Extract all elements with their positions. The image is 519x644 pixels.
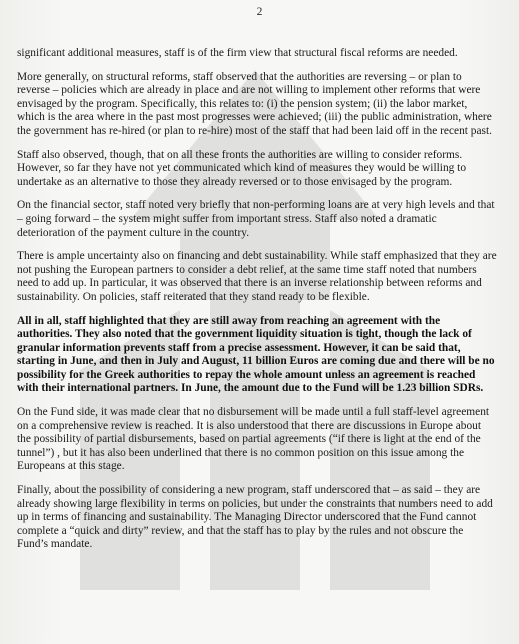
page-number: 2	[256, 6, 263, 18]
paragraph-new-program: Finally, about the possibility of considering a new program, staff underscored that – as said – they are already showing large flexibility in terms on policies, but under the constraints that numbers need to add up in terms of financing and sustainability. The Managing Director underscored that the Fund cannot complete a “quick and dirty” review, and that the staff has to play by the rules and not obscure the Fund’s mandate.	[17, 484, 493, 551]
paragraph-structural-reforms: More generally, on structural reforms, staff observed that the authorities are reversing – or plan to reverse – policies which are already in place and are not willing to implement other reforms that were envisaged by the program. Specifically, this relates to: (i) the pension system; (ii) the labor market, which is the area where in the past most progresses were achieved; (iii) the public administration, where the government has re-hired (or plan to re-hire) most of the staff that had been laid off in the recent past.	[17, 70, 492, 137]
paragraph-financial-sector: On the financial sector, staff noted very briefly that non-performing loans are at very high levels and that – going forward – the system might suffer from important stress. Staff also noted a dramatic deterioration of the payment culture in the country.	[17, 199, 495, 239]
paragraph-debt-sustainability: There is ample uncertainty also on financing and debt sustainability. While staff emphasized that they are not pushing the European partners to consider a debt relief, at the same time staff noted that numbers need to add up. In particular, it was observed that there is an inverse relationship between reforms and sustainability. On policies, staff reiterated that they stand ready to be flexible.	[17, 250, 497, 303]
paragraph-willingness-to-reform: Staff also observed, though, that on all these fronts the authorities are willing to consider reforms. However, so far they have not yet communicated which kind of measures they would be willing to undertake as an alternative to those they already reversed or to those envisaged by the program.	[17, 148, 467, 188]
document-body	[17, 47, 497, 562]
paragraph-fund-side: On the Fund side, it was made clear that no disbursement will be made until a full staff-level agreement on a comprehensive review is reached. It is also understood that there are discussions in Europe about the possibility of partial disbursements, based on partial agreements (“if there is light at the end of the tunnel”) , but it has also been underlined that there is no common position on this issue among the Europeans at this stage.	[17, 406, 490, 473]
paragraph-liquidity: All in all, staff highlighted that they are still away from reaching an agreement with the authorities. They also noted that the government liquidity situation is tight, though the lack of granular information prevents staff from a precise assessment. However, it can be said that, starting in June, and then in July and August, 11 billion Euros are coming due and there will be no possibility for the Greek authorities to repay the whole amount unless an agreement is reached with their international partners. In June, the amount due to the Fund will be 1.23 billion SDRs.	[17, 314, 495, 395]
paragraph-fiscal-reforms: significant additional measures, staff is of the firm view that structural fiscal reforms are needed.	[17, 47, 458, 59]
